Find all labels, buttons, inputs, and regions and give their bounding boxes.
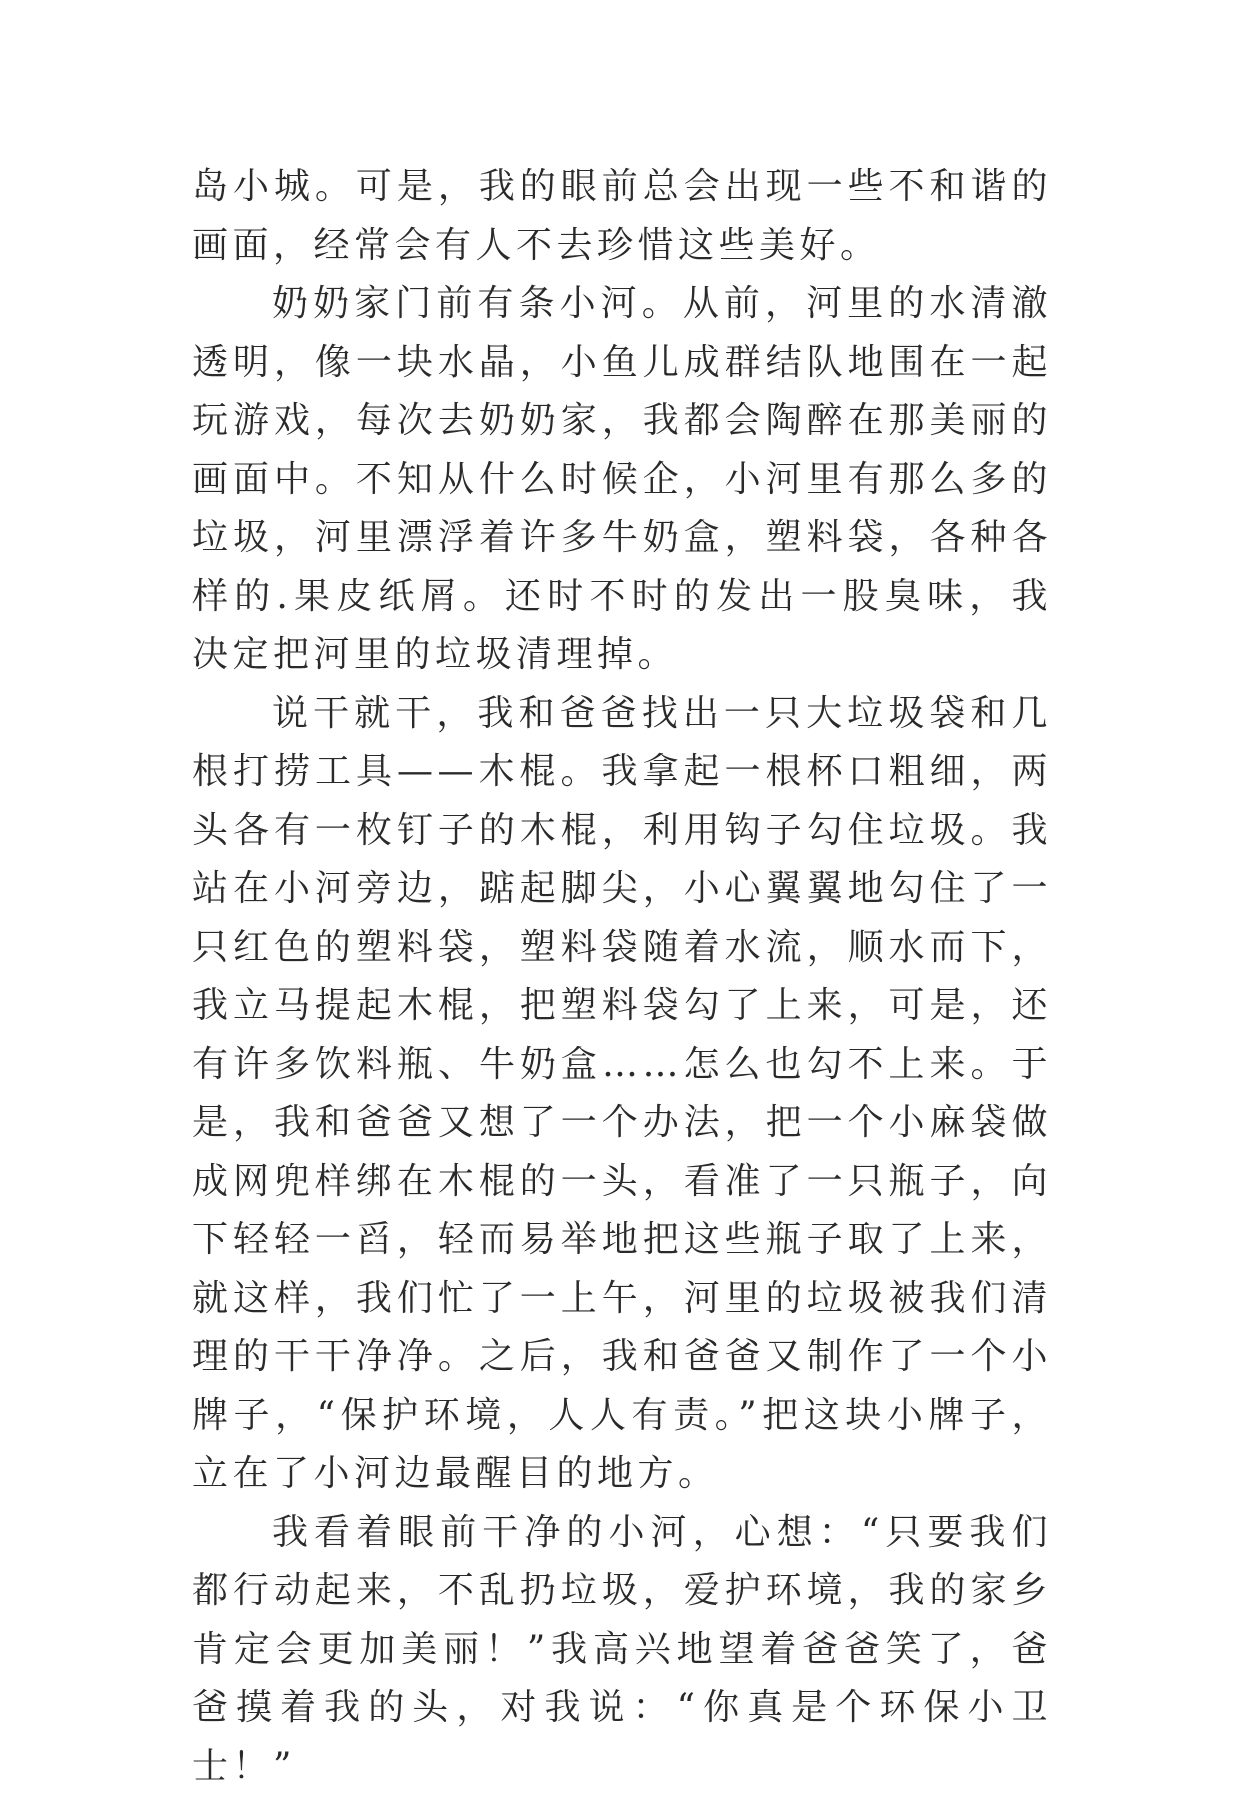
paragraph-4: 我看着眼前干净的小河，心想：“只要我们都行动起来，不乱扔垃圾，爱护环境，我的家乡肯定会更加美丽！”我高兴地望着爸爸笑了，爸爸摸着我的头，对我说：“你真是个环保小卫士！” xyxy=(192,1504,1052,1796)
paragraph-2: 奶奶家门前有条小河。从前，河里的水清澈透明，像一块水晶，小鱼儿成群结队地围在一起玩游戏，每次去奶奶家，我都会陶醉在那美丽的画面中。不知从什么时候企，小河里有那么多的垃圾，河里漂浮着许多牛奶盒，塑料袋，各种各样的.果皮纸屑。还时不时的发出一股臭味，我决定把河里的垃圾清理掉。 xyxy=(192,275,1052,685)
paragraph-3: 说干就干，我和爸爸找出一只大垃圾袋和几根打捞工具——木棍。我拿起一根杯口粗细，两头各有一枚钉子的木棍，利用钩子勾住垃圾。我站在小河旁边，踮起脚尖，小心翼翼地勾住了一只红色的塑料袋，塑料袋随着水流，顺水而下，我立马提起木棍，把塑料袋勾了上来，可是，还有许多饮料瓶、牛奶盒……怎么也勾不上来。于是，我和爸爸又想了一个办法，把一个小麻袋做成网兜样绑在木棍的一头，看准了一只瓶子，向下轻轻一舀，轻而易举地把这些瓶子取了上来，就这样，我们忙了一上午，河里的垃圾被我们清理的干干净净。之后，我和爸爸又制作了一个小牌子，“保护环境，人人有责。”把这块小牌子，立在了小河边最醒目的地方。 xyxy=(192,685,1052,1504)
document-body xyxy=(192,158,1052,1796)
paragraph-1: 岛小城。可是，我的眼前总会出现一些不和谐的画面，经常会有人不去珍惜这些美好。 xyxy=(192,158,1052,275)
